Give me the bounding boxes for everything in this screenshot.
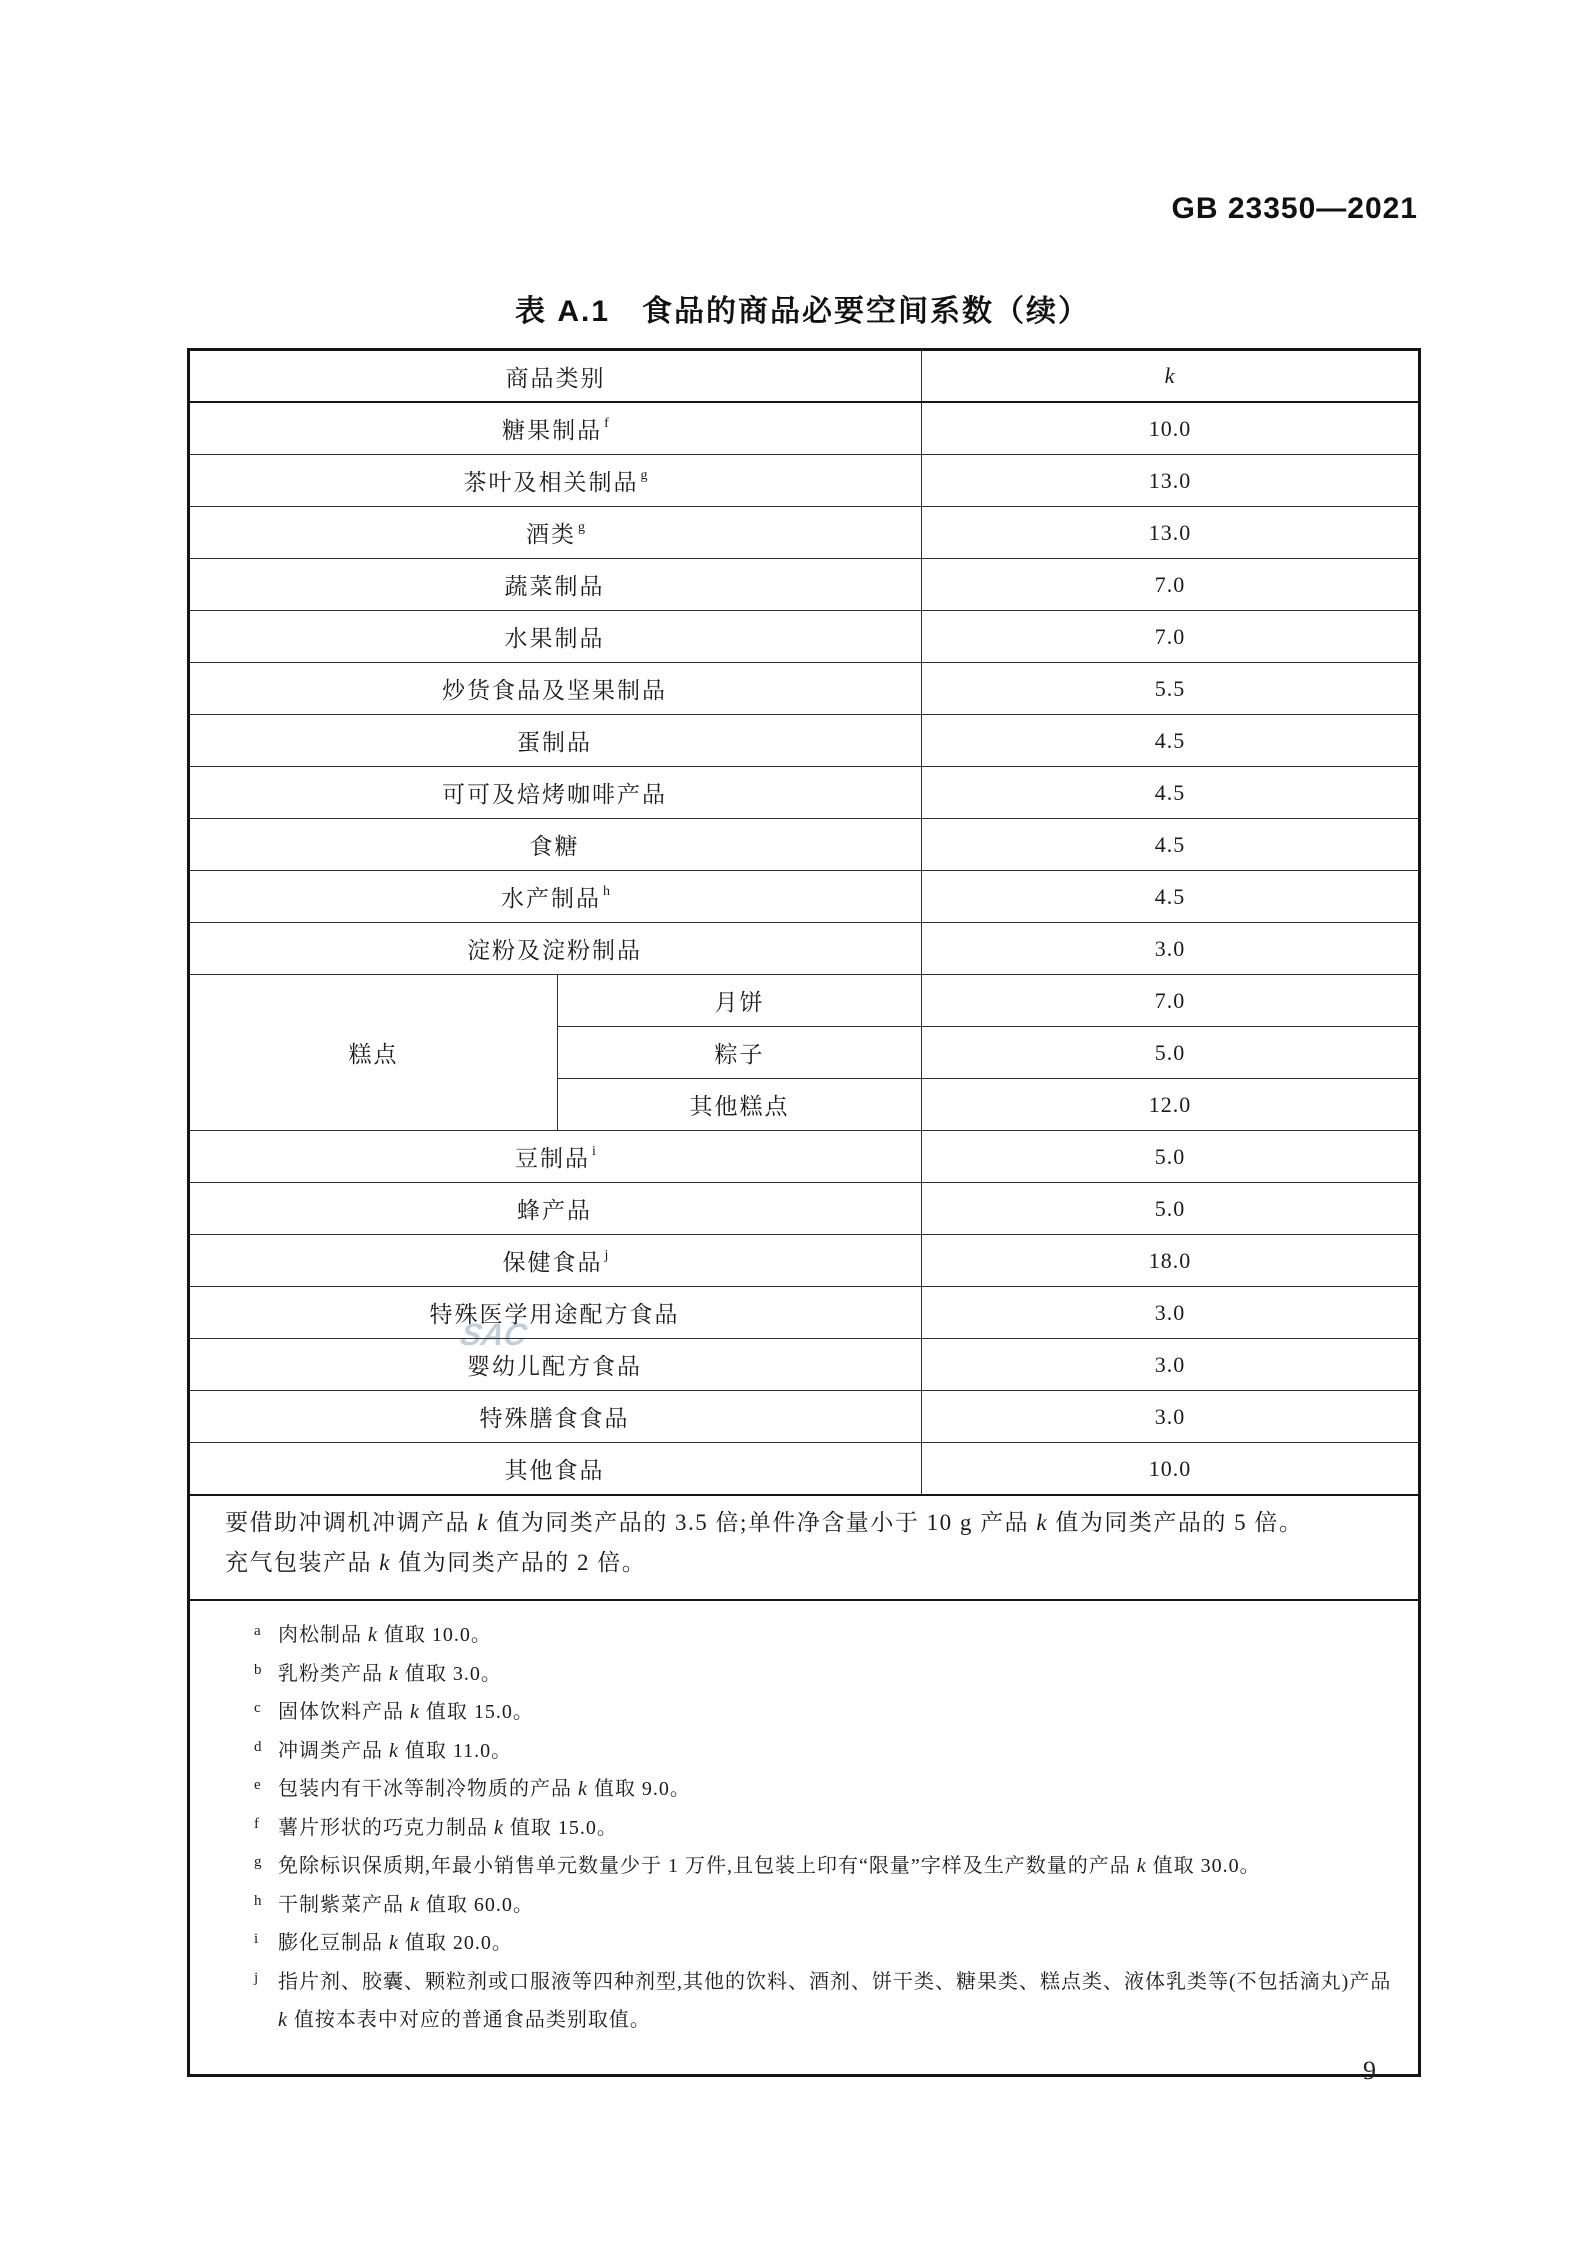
table-footnotes-row	[189, 1600, 1420, 2076]
k-value-cell: 18.0	[922, 1235, 1420, 1287]
space-coefficient-table	[187, 348, 1421, 2077]
table-note-cell	[189, 1495, 1420, 1600]
table-row	[189, 507, 1420, 559]
k-value-cell: 4.5	[922, 819, 1420, 871]
table-row	[189, 767, 1420, 819]
category-cell: 婴幼儿配方食品	[189, 1339, 922, 1391]
category-cell: 保健食品 $^j$	[189, 1235, 922, 1287]
table-note-row	[189, 1495, 1420, 1600]
table-header-row	[189, 350, 1420, 403]
k-value-cell: 13.0	[922, 455, 1420, 507]
category-cell: 特殊医学用途配方食品	[189, 1287, 922, 1339]
footnote-item: j 指片剂、胶囊、颗粒剂或口服液等四种剂型,其他的饮料、酒剂、饼干类、糖果类、糕点类、液体乳类等(不包括滴丸)产品 k 值按本表中对应的普通食品类别取值。	[254, 1969, 1392, 2031]
footnote-item: i 膨化豆制品 k 值取 20.0。	[254, 1931, 513, 1954]
table-row	[189, 923, 1420, 975]
table-row	[189, 559, 1420, 611]
footnote-item: h 干制紫菜产品 k 值取 60.0。	[254, 1892, 534, 1916]
k-value-cell: 7.0	[922, 611, 1420, 663]
k-value-cell: 12.0	[922, 1079, 1420, 1131]
k-value-cell: 4.5	[922, 871, 1420, 923]
table-row	[189, 663, 1420, 715]
k-value-cell: 4.5	[922, 767, 1420, 819]
footnote-item: e 包装内有干冰等制冷物质的产品 k 值取 9.0。	[254, 1777, 691, 1800]
k-value-cell: 3.0	[922, 923, 1420, 975]
category-cell: 炒货食品及坚果制品	[189, 663, 922, 715]
sub-category-cell: 粽子	[558, 1027, 922, 1079]
table-row	[189, 1131, 1420, 1183]
table-row	[189, 715, 1420, 767]
k-column-header: k	[922, 350, 1420, 403]
k-value-cell: 3.0	[922, 1339, 1420, 1391]
category-cell: 茶叶及相关制品 $^g$	[189, 455, 922, 507]
k-value-cell: 4.5	[922, 715, 1420, 767]
footnote-item: a 肉松制品 k 值取 10.0。	[254, 1623, 492, 1646]
category-cell: 可可及焙烤咖啡产品	[189, 767, 922, 819]
table-footnotes-cell	[189, 1600, 1420, 2076]
table-row	[189, 1391, 1420, 1443]
table-row	[189, 1183, 1420, 1235]
category-cell: 其他食品	[189, 1443, 922, 1496]
group-label-cell: 糕点	[189, 975, 558, 1131]
k-value-cell: 7.0	[922, 559, 1420, 611]
category-cell: 蛋制品	[189, 715, 922, 767]
k-value-cell: 5.5	[922, 663, 1420, 715]
table-row	[189, 402, 1420, 455]
table-title: 表 A.1 食品的商品必要空间系数（续）	[514, 295, 1091, 328]
k-value-cell: 7.0	[922, 975, 1420, 1027]
table-row-group	[189, 975, 1420, 1027]
category-cell: 食糖	[189, 819, 922, 871]
k-value-cell: 10.0	[922, 1443, 1420, 1496]
footnote-item: c 固体饮料产品 k 值取 15.0。	[254, 1700, 534, 1723]
k-value-cell: 3.0	[922, 1391, 1420, 1443]
table-row	[189, 1235, 1420, 1287]
table-row	[189, 1443, 1420, 1496]
footnote-item: g 免除标识保质期,年最小销售单元数量少于 1 万件,且包装上印有“限量”字样及生产数量的产品 k 值取 30.0。	[254, 1854, 1261, 1877]
table-row	[189, 455, 1420, 507]
table-row	[189, 871, 1420, 923]
category-cell: 淀粉及淀粉制品	[189, 923, 922, 975]
page-number: 9	[1363, 2056, 1376, 2085]
note-line-2: 充气包装产品 k 值为同类产品的 2 倍。	[225, 1550, 647, 1575]
category-cell: 水产制品 $^h$	[189, 871, 922, 923]
standard-number: GB 23350—2021	[1171, 192, 1418, 225]
k-value-cell: 3.0	[922, 1287, 1420, 1339]
k-value-cell: 10.0	[922, 402, 1420, 455]
table-row	[189, 819, 1420, 871]
sac-watermark: SAC	[458, 1317, 530, 1352]
table-row	[189, 1339, 1420, 1391]
note-line-1: 要借助冲调机冲调产品 k 值为同类产品的 3.5 倍;单件净含量小于 10 g 产品 k 值为同类产品的 5 倍。	[225, 1510, 1304, 1535]
category-cell: 酒类 $^g$	[189, 507, 922, 559]
table-row	[189, 611, 1420, 663]
sub-category-cell: 其他糕点	[558, 1079, 922, 1131]
category-cell: 水果制品	[189, 611, 922, 663]
k-value-cell: 5.0	[922, 1027, 1420, 1079]
category-cell: 蜂产品	[189, 1183, 922, 1235]
category-column-header: 商品类别	[189, 350, 922, 403]
footnote-item: f 薯片形状的巧克力制品 k 值取 15.0。	[254, 1815, 618, 1839]
category-cell: 糖果制品 $^f$	[189, 402, 922, 455]
k-value-cell: 13.0	[922, 507, 1420, 559]
table-row	[189, 1287, 1420, 1339]
sub-category-cell: 月饼	[558, 975, 922, 1027]
footnote-item: b 乳粉类产品 k 值取 3.0。	[254, 1661, 502, 1685]
category-cell: 特殊膳食食品	[189, 1391, 922, 1443]
k-value-cell: 5.0	[922, 1183, 1420, 1235]
category-cell: 豆制品 $^i$	[189, 1131, 922, 1183]
k-value-cell: 5.0	[922, 1131, 1420, 1183]
footnote-item: d 冲调类产品 k 值取 11.0。	[254, 1738, 513, 1762]
category-cell: 蔬菜制品	[189, 559, 922, 611]
